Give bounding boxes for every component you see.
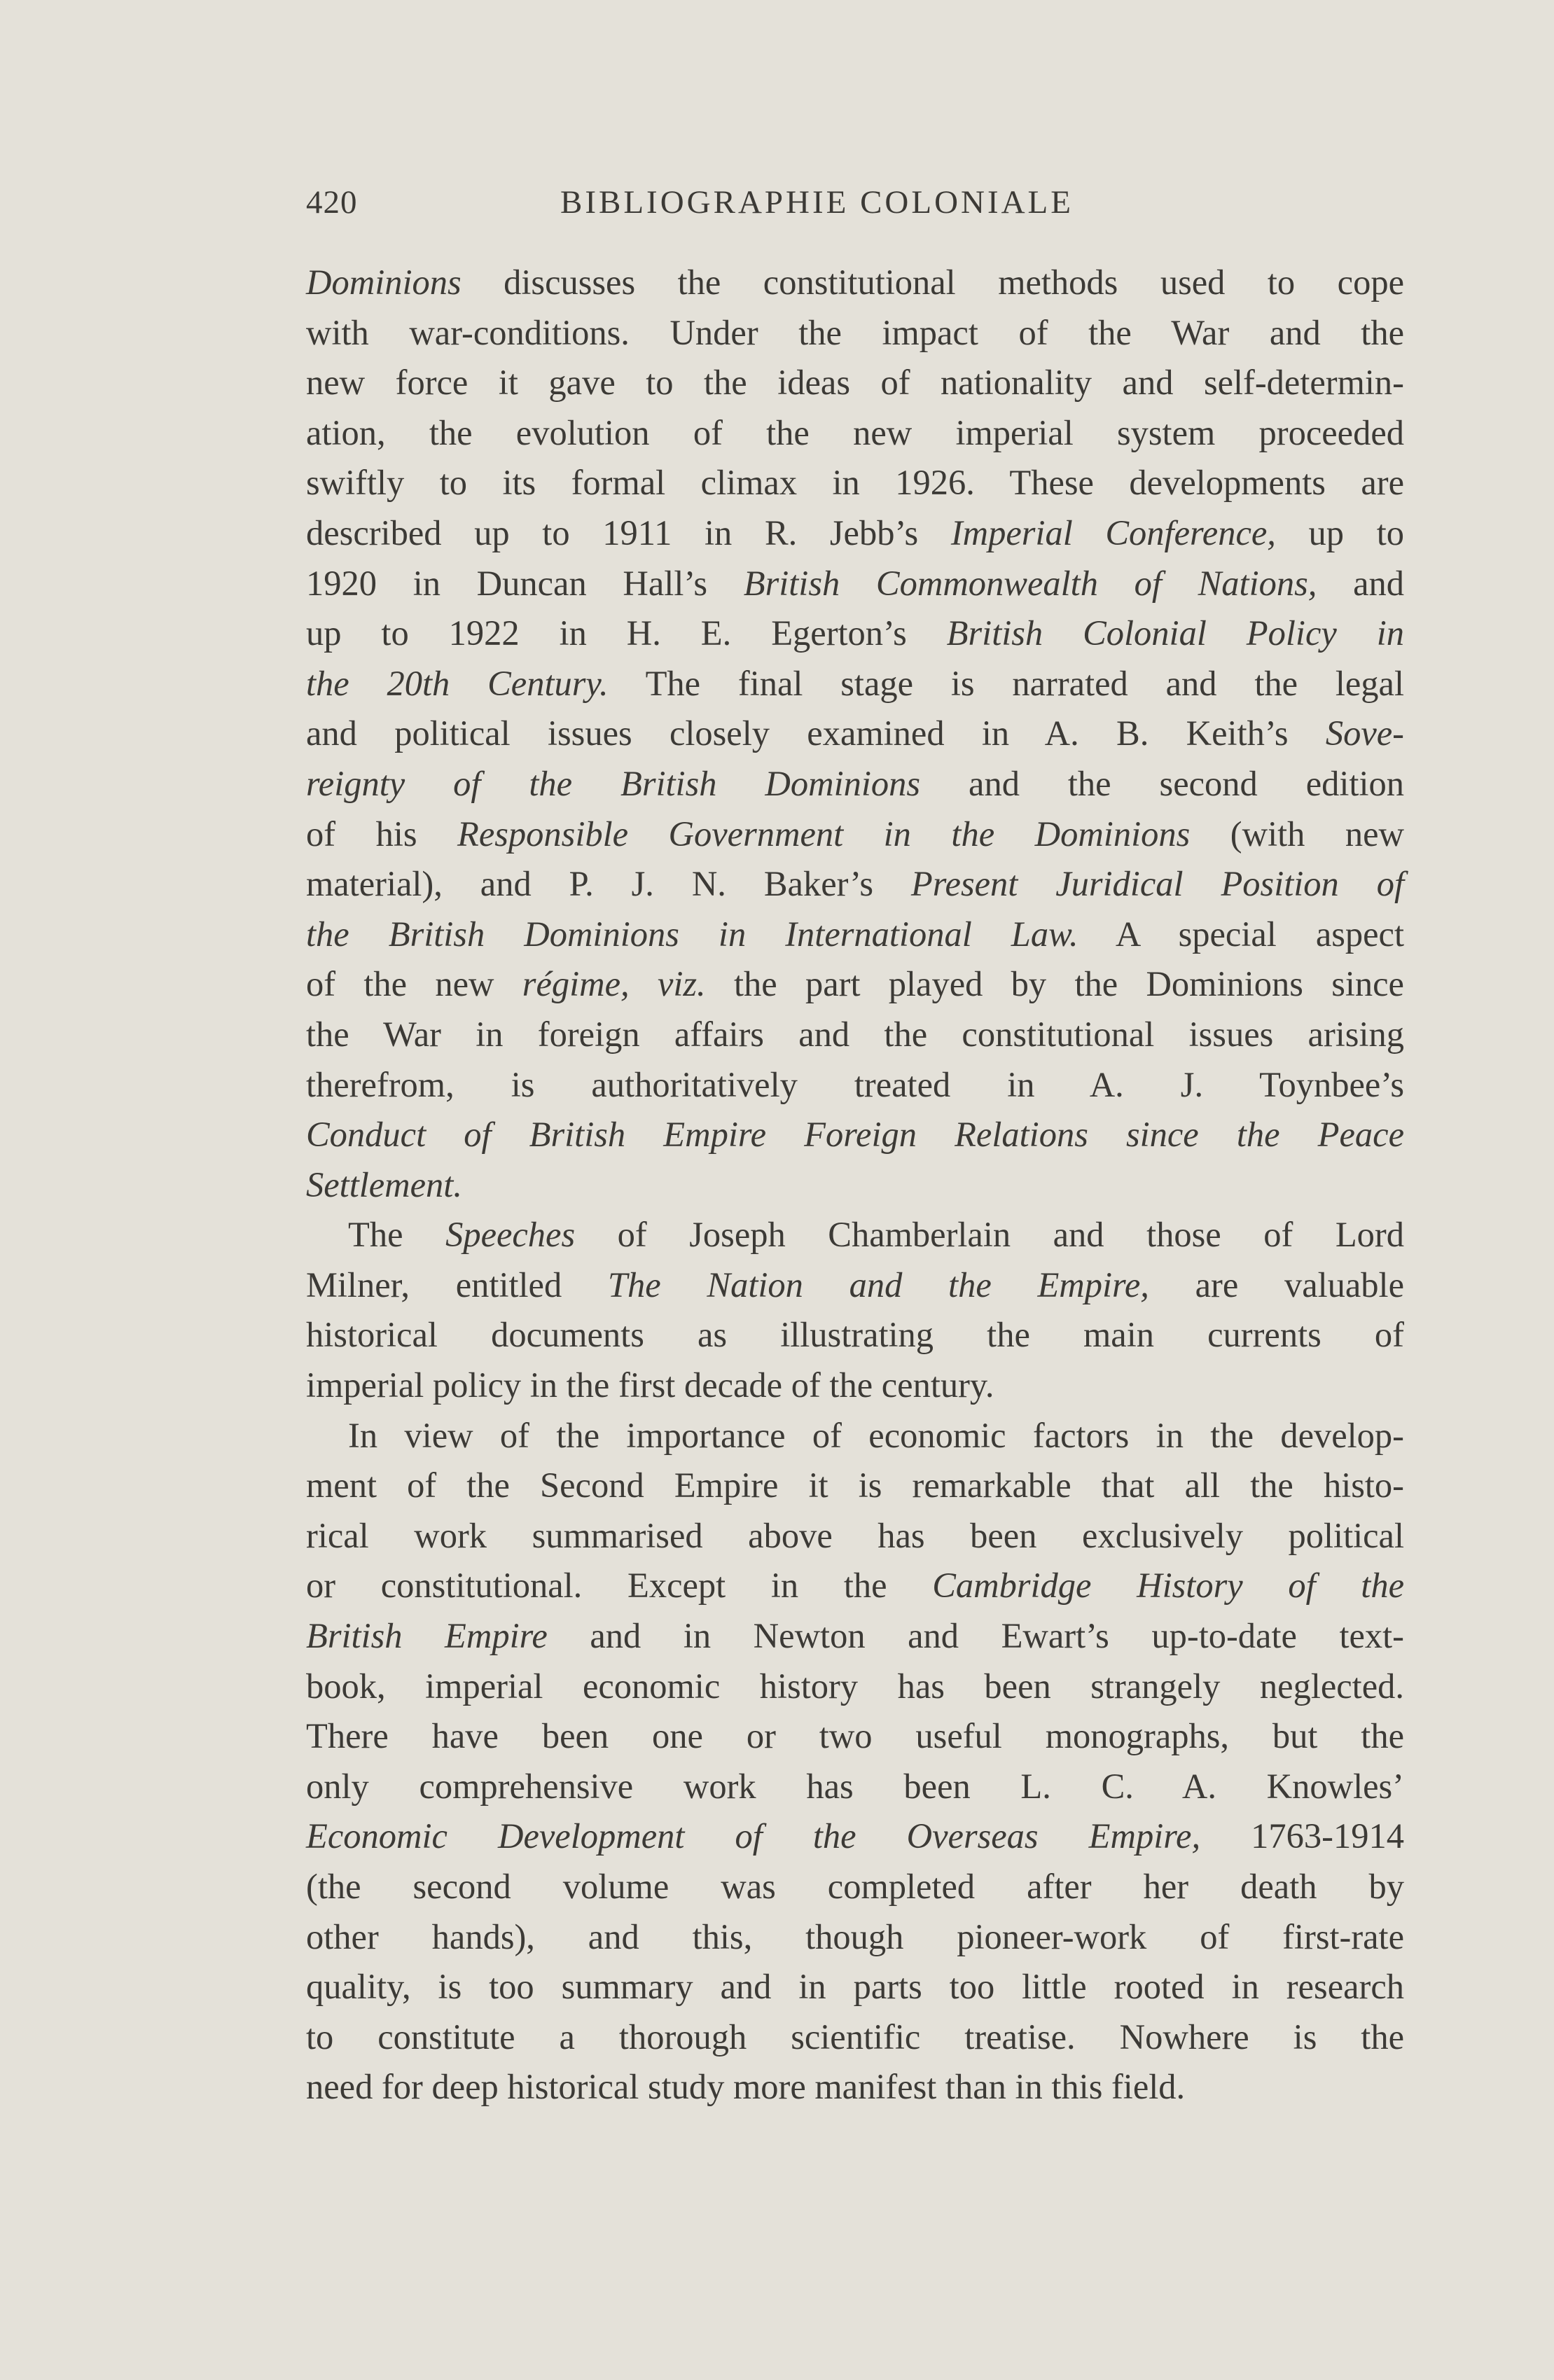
text-segment: (the second volume was completed after her death by xyxy=(306,1867,1404,1906)
text-segment: of his xyxy=(306,814,457,854)
text-line xyxy=(306,1210,1404,1260)
italic-text: the 20th Century. xyxy=(306,663,609,703)
text-line xyxy=(306,1060,1404,1111)
text-line xyxy=(306,458,1404,508)
text-segment: or constitutional. Except in the xyxy=(306,1566,933,1606)
text-line xyxy=(306,1811,1404,1862)
italic-text: British Colonial Policy in xyxy=(946,613,1404,653)
page-number: 420 xyxy=(306,184,358,221)
italic-text: Present Juridical Position of xyxy=(910,864,1404,904)
italic-text: Economic Development of the Overseas Empire, xyxy=(306,1816,1201,1856)
text-line xyxy=(306,1110,1404,1160)
text-line xyxy=(306,959,1404,1010)
italic-text: The Nation and the Empire, xyxy=(607,1265,1149,1304)
italic-text: Settlement. xyxy=(306,1164,462,1204)
text-segment: The xyxy=(348,1215,446,1255)
page-header xyxy=(306,183,1404,232)
text-line xyxy=(306,508,1404,559)
text-segment: discusses the constitutional methods used to cope xyxy=(461,263,1404,302)
text-segment: only comprehensive work has been L. C. A. Knowles’ xyxy=(306,1766,1404,1806)
text-segment: (with new xyxy=(1190,814,1405,854)
text-segment: and political issues closely examined in A. B. Keith’s xyxy=(306,714,1326,753)
italic-text: Sove- xyxy=(1325,714,1404,753)
text-segment: The final stage is narrated and the legal xyxy=(608,663,1404,703)
text-line xyxy=(306,759,1404,809)
text-line xyxy=(306,1912,1404,1963)
text-segment: need for deep historical study more manifest than in this field. xyxy=(306,2067,1186,2107)
text-segment: and xyxy=(1317,563,1404,603)
text-line xyxy=(306,1561,1404,1611)
text-line xyxy=(306,1711,1404,1762)
text-segment: described up to 1911 in R. Jebb’s xyxy=(306,513,951,552)
text-segment: up to 1922 in H. E. Egerton’s xyxy=(306,613,947,653)
text-line xyxy=(306,258,1404,308)
text-line xyxy=(306,859,1404,910)
text-segment: and the second edition xyxy=(920,763,1404,803)
text-line xyxy=(306,308,1404,359)
text-line xyxy=(306,1010,1404,1060)
text-segment: swiftly to its formal climax in 1926. These developments are xyxy=(306,463,1404,503)
text-line xyxy=(306,408,1404,459)
text-segment: up to xyxy=(1275,513,1404,552)
text-line xyxy=(306,1461,1404,1511)
text-segment: ation, the evolution of the new imperial system proceeded xyxy=(306,412,1404,452)
text-segment: are valuable xyxy=(1149,1265,1404,1304)
text-line xyxy=(306,1361,1404,1411)
text-line xyxy=(306,910,1404,960)
text-segment: the War in foreign affairs and the constitutional issues arising xyxy=(306,1014,1404,1054)
text-line xyxy=(306,659,1404,709)
text-segment: A special aspect xyxy=(1078,914,1405,954)
text-segment: of Joseph Chamberlain and those of Lord xyxy=(575,1215,1404,1255)
italic-text: reignty of the British Dominions xyxy=(306,763,921,803)
text-line xyxy=(306,1762,1404,1812)
text-segment: new force it gave to the ideas of nationality and self-determin- xyxy=(306,363,1404,403)
text-segment: Milner, entitled xyxy=(306,1265,608,1304)
text-segment: therefrom, is authoritatively treated in A. J. Toynbee’s xyxy=(306,1064,1404,1104)
italic-text: Cambridge History of the xyxy=(932,1566,1404,1606)
body-text xyxy=(306,258,1404,2113)
text-line xyxy=(306,2012,1404,2063)
italic-text: British Empire xyxy=(306,1616,548,1656)
text-segment: quality, is too summary and in parts too little rooted in research xyxy=(306,1967,1404,2007)
italic-text: Responsible Government in the Dominions xyxy=(457,814,1191,854)
text-segment: historical documents as illustrating the main currents of xyxy=(306,1315,1404,1355)
text-segment: book, imperial economic history has been strangely neglected. xyxy=(306,1666,1404,1706)
text-line xyxy=(306,1862,1404,1912)
text-segment: and in Newton and Ewart’s up-to-date text- xyxy=(547,1616,1404,1656)
italic-text: Conduct of British Empire Foreign Relations since the Peace xyxy=(306,1115,1404,1155)
text-line xyxy=(306,2062,1404,2113)
text-segment: rical work summarised above has been exclusively political xyxy=(306,1515,1404,1555)
text-segment: In view of the importance of economic factors in the develop- xyxy=(348,1415,1404,1455)
text-segment: to constitute a thorough scientific treatise. Nowhere is the xyxy=(306,2017,1404,2057)
text-line xyxy=(306,1511,1404,1561)
text-segment: There have been one or two useful monographs, but the xyxy=(306,1716,1404,1756)
text-line xyxy=(306,358,1404,408)
text-segment: imperial policy in the first decade of the century. xyxy=(306,1365,994,1405)
text-line xyxy=(306,1310,1404,1361)
text-line xyxy=(306,1662,1404,1712)
text-segment: ment of the Second Empire it is remarkable that all the histo- xyxy=(306,1466,1404,1505)
italic-text: British Commonwealth of Nations, xyxy=(743,563,1317,603)
italic-text: Imperial Conference, xyxy=(950,513,1276,552)
text-segment: other hands), and this, though pioneer-work of first-rate xyxy=(306,1916,1404,1956)
running-title: BIBLIOGRAPHIE COLONIALE xyxy=(560,184,1074,221)
text-line xyxy=(306,1260,1404,1311)
text-segment: 1763-1914 xyxy=(1200,1816,1404,1856)
text-line xyxy=(306,1411,1404,1461)
text-line xyxy=(306,1962,1404,2012)
italic-text: Dominions xyxy=(306,263,462,302)
italic-text: the British Dominions in International Law. xyxy=(306,914,1078,954)
text-line xyxy=(306,1160,1404,1211)
text-line xyxy=(306,559,1404,609)
text-segment: with war-conditions. Under the impact of the War and the xyxy=(306,312,1404,352)
text-line xyxy=(306,809,1404,860)
text-segment: of the new xyxy=(306,964,522,1004)
text-segment: 1920 in Duncan Hall’s xyxy=(306,563,744,603)
italic-text: Speeches xyxy=(445,1215,576,1255)
text-line xyxy=(306,1611,1404,1662)
text-line xyxy=(306,709,1404,759)
text-line xyxy=(306,608,1404,659)
italic-text: régime, viz. xyxy=(522,964,706,1004)
text-segment: material), and P. J. N. Baker’s xyxy=(306,864,911,904)
text-segment: the part played by the Dominions since xyxy=(705,964,1404,1004)
